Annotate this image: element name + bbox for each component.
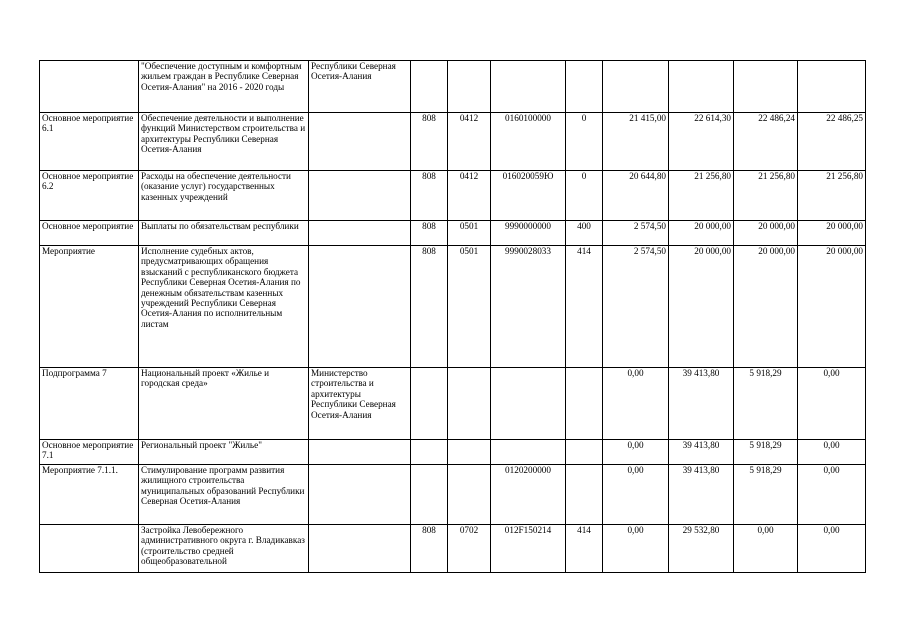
cell-grbs: 808	[411, 113, 448, 171]
cell-vr: 400	[566, 221, 603, 246]
cell-vr: 0	[566, 113, 603, 171]
cell-csr	[491, 368, 566, 440]
cell-vr	[566, 440, 603, 465]
budget-table	[39, 60, 866, 573]
cell-value-2: 21 256,80	[669, 171, 734, 221]
cell-executor	[309, 525, 411, 573]
table-row	[40, 440, 866, 465]
cell-grbs: 808	[411, 171, 448, 221]
cell-value-4: 0,00	[798, 368, 866, 440]
cell-vr	[566, 465, 603, 525]
cell-vr	[566, 368, 603, 440]
cell-rzpr: 0702	[448, 525, 491, 573]
cell-type	[40, 61, 139, 113]
cell-type: Основное мероприятие 6.2	[40, 171, 139, 221]
cell-value-4: 20 000,00	[798, 221, 866, 246]
cell-name: Расходы на обеспечение деятельности (оказание услуг) государственных казенных учреждений	[139, 171, 309, 221]
cell-value-3: 5 918,29	[734, 440, 798, 465]
cell-csr: 9990000000	[491, 221, 566, 246]
cell-grbs	[411, 368, 448, 440]
cell-value-1: 2 574,50	[603, 221, 669, 246]
cell-value-3: 20 000,00	[734, 221, 798, 246]
cell-value-3: 22 486,24	[734, 113, 798, 171]
cell-rzpr	[448, 465, 491, 525]
cell-value-1: 2 574,50	[603, 246, 669, 368]
cell-vr: 0	[566, 171, 603, 221]
table-row	[40, 368, 866, 440]
cell-value-3: 5 918,29	[734, 465, 798, 525]
cell-executor	[309, 221, 411, 246]
cell-rzpr: 0501	[448, 246, 491, 368]
cell-csr: 0120200000	[491, 465, 566, 525]
cell-value-3: 5 918,29	[734, 368, 798, 440]
cell-grbs	[411, 61, 448, 113]
cell-value-2: 20 000,00	[669, 221, 734, 246]
cell-csr: 9990028033	[491, 246, 566, 368]
table-row	[40, 61, 866, 113]
cell-type: Основное мероприятие 7.1	[40, 440, 139, 465]
cell-type: Мероприятие	[40, 246, 139, 368]
cell-value-4	[798, 61, 866, 113]
cell-vr: 414	[566, 246, 603, 368]
cell-value-2	[669, 61, 734, 113]
cell-name: Обеспечение деятельности и выполнение функций Министерством строительства и архитектуры Республики Северная Осетия-Алания	[139, 113, 309, 171]
cell-value-4: 22 486,25	[798, 113, 866, 171]
cell-value-2: 29 532,80	[669, 525, 734, 573]
cell-value-1	[603, 61, 669, 113]
cell-grbs	[411, 440, 448, 465]
cell-executor	[309, 246, 411, 368]
cell-vr	[566, 61, 603, 113]
cell-type: Основное мероприятие	[40, 221, 139, 246]
cell-type: Подпрограмма 7	[40, 368, 139, 440]
cell-executor: Республики Северная Осетия-Алания	[309, 61, 411, 113]
cell-value-1: 21 415,00	[603, 113, 669, 171]
cell-csr: 016020059Ю	[491, 171, 566, 221]
cell-value-2: 39 413,80	[669, 368, 734, 440]
cell-type	[40, 525, 139, 573]
cell-value-4: 0,00	[798, 440, 866, 465]
cell-value-4: 0,00	[798, 525, 866, 573]
cell-executor	[309, 465, 411, 525]
cell-value-3: 0,00	[734, 525, 798, 573]
cell-csr: 012F150214	[491, 525, 566, 573]
cell-vr: 414	[566, 525, 603, 573]
cell-type: Основное мероприятие 6.1	[40, 113, 139, 171]
cell-value-1: 0,00	[603, 465, 669, 525]
cell-value-3: 21 256,80	[734, 171, 798, 221]
cell-name: Исполнение судебных актов, предусматривающих обращения взысканий с республиканского бюджета Республики Северная Осетия-Алания по денежным обязательствам казенных учреждений Республики Северная Осетия-Алания по исполнительным листам	[139, 246, 309, 368]
cell-type: Мероприятие 7.1.1.	[40, 465, 139, 525]
cell-grbs	[411, 465, 448, 525]
cell-name: Выплаты по обязательствам республики	[139, 221, 309, 246]
cell-value-3: 20 000,00	[734, 246, 798, 368]
cell-value-2: 39 413,80	[669, 465, 734, 525]
cell-value-1: 0,00	[603, 440, 669, 465]
cell-value-4: 20 000,00	[798, 246, 866, 368]
cell-value-1: 20 644,80	[603, 171, 669, 221]
cell-csr: 0160100000	[491, 113, 566, 171]
cell-value-1: 0,00	[603, 368, 669, 440]
cell-grbs: 808	[411, 221, 448, 246]
cell-csr	[491, 61, 566, 113]
cell-rzpr: 0412	[448, 113, 491, 171]
cell-grbs: 808	[411, 525, 448, 573]
cell-value-4: 0,00	[798, 465, 866, 525]
table-row	[40, 465, 866, 525]
cell-rzpr	[448, 368, 491, 440]
table-row	[40, 221, 866, 246]
cell-name: Стимулирование программ развития жилищного строительства муниципальных образований Республики Северная Осетия-Алания	[139, 465, 309, 525]
cell-name: Региональный проект "Жилье"	[139, 440, 309, 465]
cell-executor	[309, 440, 411, 465]
cell-value-1: 0,00	[603, 525, 669, 573]
cell-value-2: 20 000,00	[669, 246, 734, 368]
budget-table-page	[39, 60, 865, 573]
cell-executor: Министерство строительства и архитектуры Республики Северная Осетия-Алания	[309, 368, 411, 440]
table-row	[40, 525, 866, 573]
cell-rzpr	[448, 440, 491, 465]
cell-rzpr: 0412	[448, 171, 491, 221]
cell-rzpr: 0501	[448, 221, 491, 246]
cell-csr	[491, 440, 566, 465]
cell-value-2: 22 614,30	[669, 113, 734, 171]
cell-value-3	[734, 61, 798, 113]
table-row	[40, 113, 866, 171]
table-row	[40, 171, 866, 221]
cell-value-2: 39 413,80	[669, 440, 734, 465]
cell-rzpr	[448, 61, 491, 113]
cell-executor	[309, 113, 411, 171]
cell-executor	[309, 171, 411, 221]
cell-value-4: 21 256,80	[798, 171, 866, 221]
cell-grbs: 808	[411, 246, 448, 368]
table-row	[40, 246, 866, 368]
cell-name: "Обеспечение доступным и комфортным жильем граждан в Республике Северная Осетия-Алания" на 2016 - 2020 годы	[139, 61, 309, 113]
cell-name: Национальный проект «Жилье и городская среда»	[139, 368, 309, 440]
cell-name: Застройка Левобережного административного округа г. Владикавказ (строительство средней общеобразовательной	[139, 525, 309, 573]
